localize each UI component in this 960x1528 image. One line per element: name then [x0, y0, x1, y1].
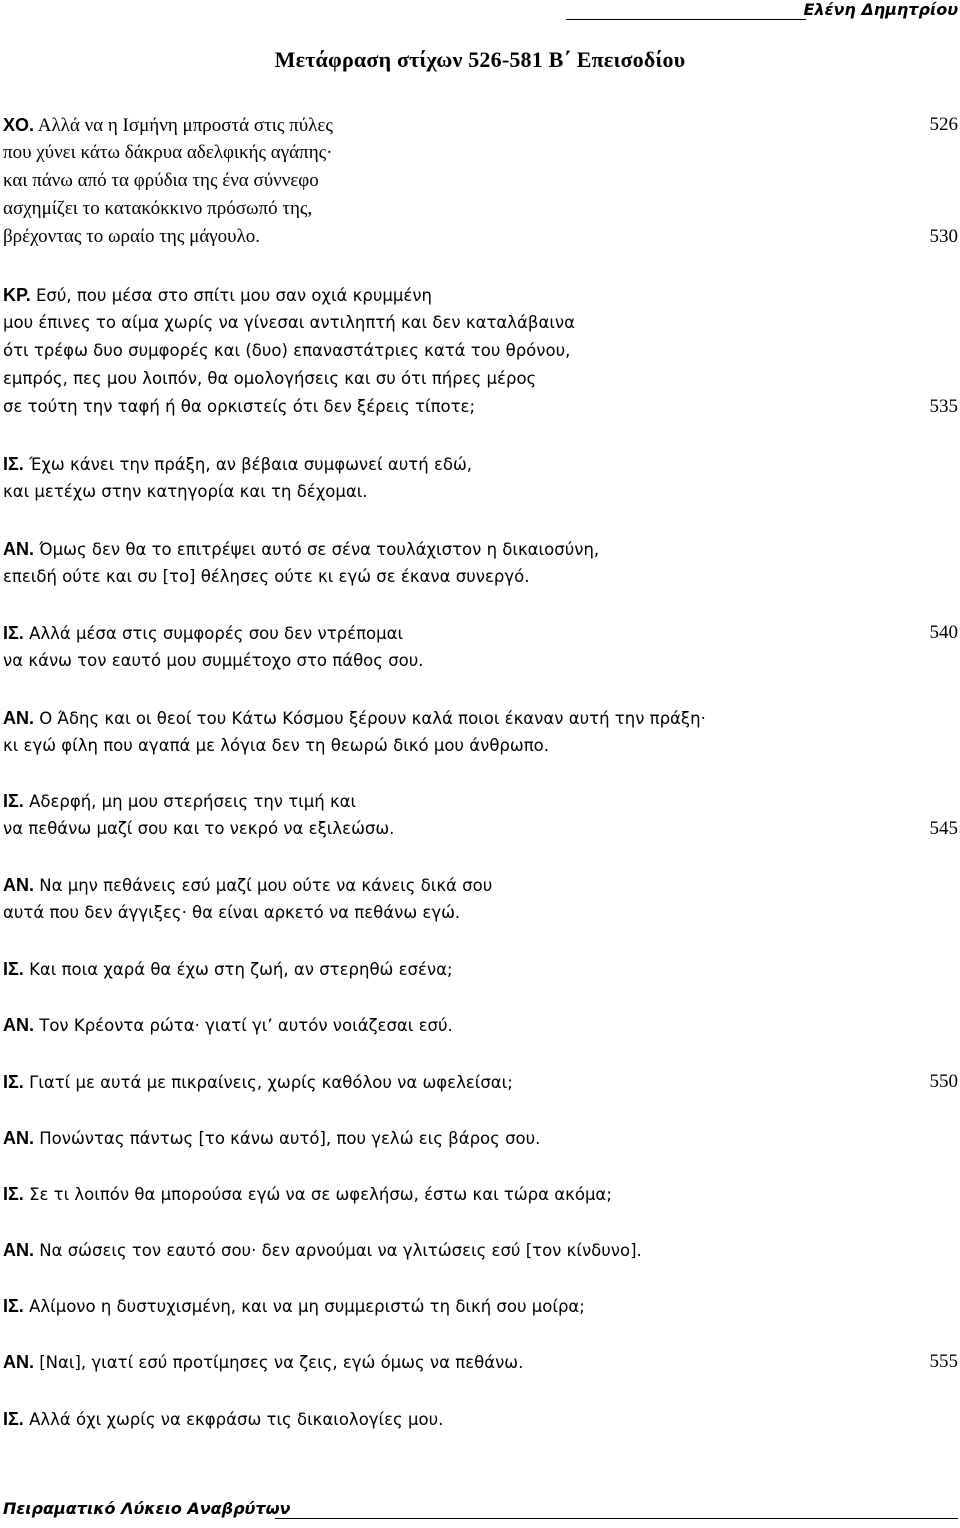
- verse-line: [3, 1011, 960, 1039]
- verse-text: Έχω κάνει την πράξη, αν βέβαια συμφωνεί αυτή εδώ,: [29, 455, 473, 474]
- verse-line: [3, 1180, 960, 1208]
- verse-line: [3, 563, 960, 591]
- page-footer: [0, 1499, 960, 1523]
- line-number: 526: [929, 114, 958, 135]
- verse-line: [3, 1068, 960, 1096]
- speaker-label: ΚΡ.: [3, 285, 31, 305]
- verse-line: [3, 111, 960, 139]
- verse-line: [3, 1292, 960, 1320]
- verse-text: Ο Άδης και οι θεοί του Κάτω Κόσμου ξέρουν καλά ποιοι έκαναν αυτή την πράξη·: [39, 709, 706, 728]
- verse-text: αυτά που δεν άγγιξες· θα είναι αρκετό να πεθάνω εγώ.: [3, 903, 461, 922]
- verse-text: Αλλά μέσα στις συμφορές σου δεν ντρέπομαι: [29, 624, 404, 643]
- header-author-name: Ελένη Δημητρίου: [803, 0, 958, 19]
- verse-line: [3, 704, 960, 732]
- verse-line: [3, 167, 960, 195]
- speaker-label: ΙΣ.: [3, 1296, 24, 1316]
- verse-text: Εσύ, που μέσα στο σπίτι μου σαν οχιά κρυμμένη: [35, 286, 433, 305]
- dialogue-block: [3, 787, 960, 843]
- verse-line: [3, 450, 960, 478]
- speaker-label: ΑΝ.: [3, 875, 34, 895]
- verse-line: [3, 787, 960, 815]
- verse-text: βρέχοντας το ωραίο της μάγουλο.: [3, 226, 261, 247]
- line-number: 535: [929, 396, 958, 417]
- verse-line: [3, 732, 960, 760]
- verse-line: [3, 619, 960, 647]
- verse-text: Γιατί με αυτά με πικραίνεις, χωρίς καθόλου να ωφελείσαι;: [29, 1073, 513, 1092]
- verse-text: σε τούτη την ταφή ή θα ορκιστείς ότι δεν ξέρεις τίποτε;: [3, 397, 476, 416]
- dialogue-block: [3, 1405, 960, 1433]
- footer-rule: [275, 1518, 958, 1519]
- verse-line: [3, 1405, 960, 1433]
- dialogue-block: [3, 535, 960, 591]
- dialogue-block: [3, 281, 960, 421]
- header-rule: [566, 19, 806, 20]
- verse-text: ότι τρέφω δυο συμφορές και (δυο) επαναστάτριες κατά του θρόνου,: [3, 341, 571, 360]
- dialogue-block: [3, 1011, 960, 1039]
- speaker-label: ΙΣ.: [3, 1072, 24, 1092]
- line-number: 540: [929, 622, 958, 643]
- dialogue-block: [3, 111, 960, 251]
- verse-line: [3, 1124, 960, 1152]
- verse-line: [3, 535, 960, 563]
- verse-line: [3, 337, 960, 365]
- verse-line: [3, 871, 960, 899]
- speaker-label: ΧΟ.: [3, 115, 35, 135]
- verse-text: να κάνω τον εαυτό μου συμμέτοχο στο πάθος σου.: [3, 651, 424, 670]
- verse-text: ασχημίζει το κατακόκκινο πρόσωπό της,: [3, 198, 313, 219]
- line-number: 550: [929, 1071, 958, 1092]
- speaker-label: ΑΝ.: [3, 1015, 34, 1035]
- verse-text: Να σώσεις τον εαυτό σου· δεν αρνούμαι να γλιτώσεις εσύ [τον κίνδυνο].: [39, 1241, 642, 1260]
- verse-text: Όμως δεν θα το επιτρέψει αυτό σε σένα τουλάχιστον η δικαιοσύνη,: [39, 540, 600, 559]
- verse-text: [Ναι], γιατί εσύ προτίμησες να ζεις, εγώ όμως να πεθάνω.: [39, 1353, 524, 1372]
- line-number: 545: [929, 818, 958, 839]
- line-number: 530: [929, 226, 958, 247]
- dialogue-block: [3, 871, 960, 927]
- speaker-label: ΑΝ.: [3, 708, 34, 728]
- speaker-label: ΙΣ.: [3, 454, 24, 474]
- verse-text: και πάνω από τα φρύδια της ένα σύννεφο: [3, 170, 319, 191]
- verse-line: [3, 365, 960, 393]
- verse-text: που χύνει κάτω δάκρυα αδελφικής αγάπης·: [3, 142, 333, 163]
- verse-text: κι εγώ φίλη που αγαπά με λόγια δεν τη θεωρώ δικό μου άνθρωπο.: [3, 736, 549, 755]
- dialogue-block: [3, 619, 960, 675]
- dialogue-block: [3, 1292, 960, 1320]
- speaker-label: ΑΝ.: [3, 1240, 34, 1260]
- speaker-label: ΑΝ.: [3, 539, 34, 559]
- verse-line: [3, 1348, 960, 1376]
- verse-text: και μετέχω στην κατηγορία και τη δέχομαι.: [3, 482, 368, 501]
- verse-text: μου έπινες το αίμα χωρίς να γίνεσαι αντιληπτή και δεν καταλάβαινα: [3, 313, 575, 332]
- verse-line: [3, 139, 960, 167]
- speaker-label: ΙΣ.: [3, 1409, 24, 1429]
- verse-line: [3, 309, 960, 337]
- verse-line: [3, 955, 960, 983]
- verse-line: [3, 281, 960, 309]
- speaker-label: ΑΝ.: [3, 1352, 34, 1372]
- footer-school-name: Πειραματικό Λύκειο Αναβρύτων: [3, 1499, 291, 1518]
- verse-line: [3, 647, 960, 675]
- verse-text: Πονώντας πάντως [το κάνω αυτό], που γελώ εις βάρος σου.: [39, 1129, 541, 1148]
- verse-text: να πεθάνω μαζί σου και το νεκρό να εξιλεώσω.: [3, 819, 395, 838]
- verse-text: Αδερφή, μη μου στερήσεις την τιμή και: [29, 792, 357, 811]
- verse-text: Τον Κρέοντα ρώτα· γιατί γι’ αυτόν νοιάζεσαι εσύ.: [39, 1016, 453, 1035]
- dialogue-block: [3, 1348, 960, 1376]
- line-number: 555: [929, 1351, 958, 1372]
- verse-line: [3, 1236, 960, 1264]
- dialogue-block: [3, 704, 960, 760]
- speaker-label: ΑΝ.: [3, 1128, 34, 1148]
- verse-line: [3, 815, 960, 843]
- dialogue-block: [3, 1124, 960, 1152]
- verse-line: [3, 195, 960, 223]
- dialogue-block: [3, 450, 960, 506]
- speaker-label: ΙΣ.: [3, 623, 24, 643]
- speaker-label: ΙΣ.: [3, 959, 24, 979]
- verse-text: Να μην πεθάνεις εσύ μαζί μου ούτε να κάνεις δικά σου: [39, 876, 493, 895]
- page-header: [0, 0, 960, 22]
- verse-text: επειδή ούτε και συ [το] θέλησες ούτε κι εγώ σε έκανα συνεργό.: [3, 567, 530, 586]
- speaker-label: ΙΣ.: [3, 791, 24, 811]
- verse-line: [3, 899, 960, 927]
- verse-line: [3, 393, 960, 421]
- verse-text: Αλίμονο η δυστυχισμένη, και να μη συμμεριστώ τη δική σου μοίρα;: [29, 1297, 585, 1316]
- verse-text: Και ποια χαρά θα έχω στη ζωή, αν στερηθώ εσένα;: [29, 960, 453, 979]
- verse-text: Σε τι λοιπόν θα μπορούσα εγώ να σε ωφελήσω, έστω και τώρα ακόμα;: [29, 1185, 612, 1204]
- speaker-label: ΙΣ.: [3, 1184, 24, 1204]
- verse-line: [3, 223, 960, 251]
- verse-text: Αλλά να η Ισμήνη μπροστά στις πύλες: [37, 115, 333, 136]
- dialogue-block: [3, 955, 960, 983]
- verse-text: Αλλά όχι χωρίς να εκφράσω τις δικαιολογίες μου.: [29, 1410, 444, 1429]
- dialogue-block: [3, 1068, 960, 1096]
- page-title: Μετάφραση στίχων 526-581 Β΄ Επεισοδίου: [274, 47, 686, 72]
- verse-text: εμπρός, πες μου λοιπόν, θα ομολογήσεις και συ ότι πήρες μέρος: [3, 369, 537, 388]
- dialogue-block: [3, 1180, 960, 1208]
- dialogue-block: [3, 1236, 960, 1264]
- verse-line: [3, 478, 960, 506]
